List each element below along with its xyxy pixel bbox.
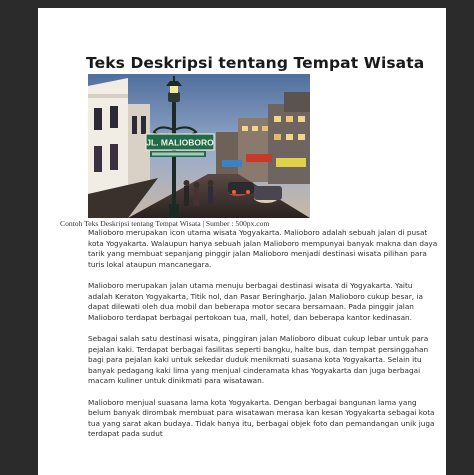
street-sign-text: JL. MALIOBORO <box>146 137 214 148</box>
document-title: Teks Deskripsi tentang Tempat Wisata <box>86 54 425 72</box>
paragraph-4: Malioboro menjual suasana lama kota Yogyakarta. Dengan berbagai bangunan lama yang belum banyak dirombak membuat para wisatawan merasa kan kesan Yogyakarta sebagai kota tua yang sarat akan budaya. Tidak hanya itu, berbagai objek foto dan pemandangan unik juga terdapat pada sudut <box>88 397 435 439</box>
article-body <box>88 228 438 440</box>
paragraph-2: Malioboro merupakan jalan utama menuju berbagai destinasi wisata di Yogyakarta. Yaitu adalah Keraton Yogyakarta, Titik nol, dan Pasar Beringharjo. Jalan Malioboro cukup besar, ia dapat dilewati oleh dua mobil dan beberapa motor secara bersamaan. Pada pinggir jalan Malioboro terdapat berbagai pertokoan tua, mall, hotel, dan beberapa kantor kedinasan. <box>88 280 423 322</box>
document-page <box>38 8 446 475</box>
paragraph-1: Malioboro merupakan icon utama wisata Yogyakarta. Malioboro adalah sebuah jalan di pusat kota Yogyakarta. Walaupun hanya sebuah jalan Malioboro mempunyai banyak makna dan daya tarik yang membuat sepanjang pinggir jalan Malioboro menjadi destinasi wisata pilihan para turis lokal ataupun mancanegara. <box>88 228 438 269</box>
photo-caption: Contoh Teks Deskripsi tentang Tempat Wisata | Sumber : 500px.com <box>60 219 270 228</box>
malioboro-street-photo <box>88 74 310 218</box>
paragraph-3: Sebagai salah satu destinasi wisata, pinggiran jalan Malioboro dibuat cukup lebar untuk para pejalan kaki. Terdapat berbagai fasilitas seperti bangku, halte bus, dan tempat persinggahan bagi para pejalan kaki untuk sekedar duduk menikmati suasana kota Yogyakarta. Selain itu banyak pedagang kaki lima yang menjual cinderamata khas Yogyakarta dan juga berbagai macam kuliner untuk dinikmati para wisatawan. <box>88 333 429 386</box>
photo-illustration <box>88 74 310 218</box>
